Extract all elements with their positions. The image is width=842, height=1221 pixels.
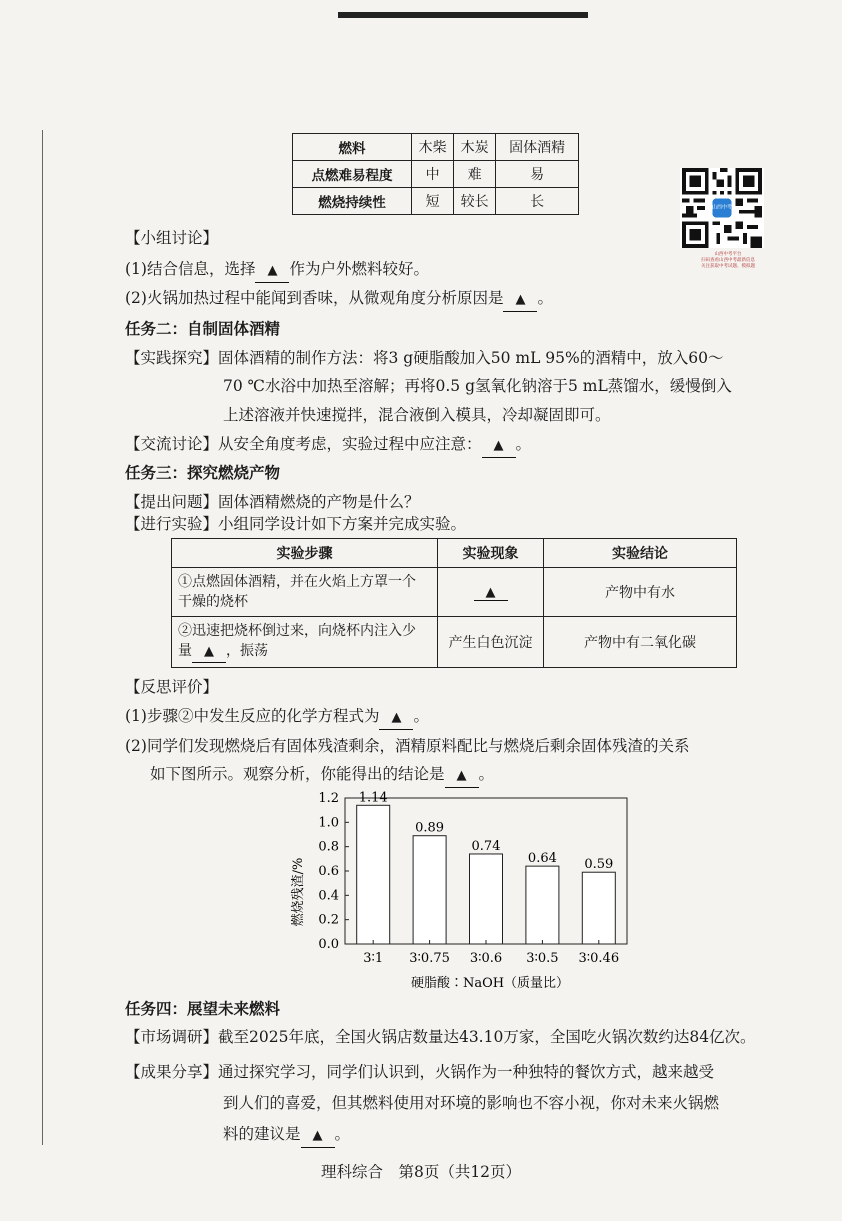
chart-x-tick-label: 3∶1 (363, 951, 384, 966)
market-line (125, 1026, 756, 1048)
exp-step-cell (172, 568, 438, 617)
share-text: 料的建议是 (223, 1125, 301, 1143)
fuel-cell: 较长 (454, 188, 496, 215)
exp-conclusion-cell: 产物中有水 (544, 568, 737, 617)
chart-y-tick-label: 1.2 (318, 791, 339, 806)
fuel-table-header (293, 134, 579, 161)
answer-mark: ▲ (267, 263, 278, 278)
chart-value-label: 1.14 (358, 790, 388, 806)
chart-bar (582, 872, 615, 944)
chart-bar (357, 805, 390, 944)
q-text: 。 (515, 435, 532, 453)
chart-y-tick-label: 0.6 (318, 864, 339, 879)
answer-mark: ▲ (312, 1128, 323, 1143)
practice-line-1 (125, 347, 723, 369)
reflection-heading: 【反思评价】 (125, 678, 219, 696)
qr-caption (680, 252, 776, 270)
fuel-header-cell: 木炭 (454, 134, 496, 161)
exp-phenomenon-cell (438, 568, 544, 617)
experiment-table (171, 538, 737, 668)
q-text: 如下图所示。观察分析，你能得出的结论是 (150, 765, 445, 783)
answer-blank[interactable] (301, 1123, 335, 1148)
q-text: 。 (413, 707, 429, 725)
answer-blank[interactable] (482, 433, 516, 458)
exp-header-cell: 实验步骤 (172, 539, 438, 568)
experiment-table-header (172, 539, 737, 568)
section-label: 【成果分享】 (125, 1063, 219, 1081)
task4-title: 任务四：展望未来燃料 (125, 1000, 281, 1018)
section-label: 【进行实验】 (125, 515, 219, 533)
answer-mark: ▲ (485, 584, 496, 600)
chart-x-tick-label: 3∶0.46 (578, 951, 620, 966)
experiment-line (125, 513, 466, 535)
fuel-cell: 易 (496, 161, 579, 188)
fuel-header-cell: 固体酒精 (496, 134, 579, 161)
exp-phenomenon-cell: 产生白色沉淀 (438, 617, 544, 668)
chart-bar (413, 836, 446, 944)
experiment-table-row (172, 617, 737, 668)
answer-mark: ▲ (493, 438, 504, 453)
exp-header-cell: 实验现象 (438, 539, 544, 568)
market-text: 截至2025年底，全国火锅店数量达43.10万家，全国吃火锅次数约达84亿次。 (218, 1028, 756, 1046)
fuel-table-row (293, 188, 579, 215)
question-1-1 (125, 258, 429, 283)
answer-blank[interactable] (503, 287, 537, 312)
q-text: 。 (334, 1125, 351, 1143)
residue-bar-chart (280, 785, 640, 995)
chart-x-tick-label: 3∶0.75 (409, 951, 450, 966)
exp-step-text: 干燥的烧杯 (178, 594, 248, 610)
chart-value-label: 0.89 (415, 820, 445, 836)
fuel-header-cell: 木柴 (412, 134, 454, 161)
chart-x-tick-label: 3∶0.6 (469, 951, 503, 966)
reflection-q1 (125, 705, 429, 730)
answer-mark: ▲ (391, 710, 402, 725)
chart-x-axis-label: 硬脂酸∶NaOH（质量比） (410, 976, 570, 991)
q-text: 。 (478, 765, 495, 783)
fuel-row-label: 燃烧持续性 (293, 188, 412, 215)
exchange-text: 从安全角度考虑，实验过程中应注意： (218, 435, 482, 453)
practice-text: 固体酒精的制作方法：将3 g硬脂酸加入50 mL 95%的酒精中，放入60～ (218, 349, 724, 367)
answer-blank[interactable] (474, 584, 508, 601)
chart-y-axis-label: 燃烧残渣/% (291, 857, 306, 927)
chart-y-tick-label: 0.2 (318, 912, 339, 928)
q-text: (1)结合信息，选择 (125, 260, 256, 278)
chart-value-label: 0.74 (471, 838, 501, 854)
section-label: 【市场调研】 (125, 1028, 219, 1046)
margin-line (42, 130, 43, 1145)
qr-caption-line: 山西中考平台 (714, 252, 742, 257)
fuel-row-label: 点燃难易程度 (293, 161, 412, 188)
section-label: 【交流讨论】 (125, 435, 219, 453)
section-label: 【提出问题】 (125, 493, 219, 511)
practice-line-2: 70 ℃水浴中加热至溶解；再将0.5 g氢氧化钠溶于5 mL蒸馏水，缓慢倒入 (223, 377, 732, 395)
q-text: 。 (537, 289, 553, 307)
exp-step-text: ，振荡 (226, 643, 268, 659)
section-label: 【实践探究】 (125, 349, 219, 367)
practice-line-3: 上述溶液并快速搅拌，混合液倒入模具，冷却凝固即可。 (223, 406, 611, 424)
chart-bar (526, 866, 559, 944)
chart-y-tick-label: 0.0 (318, 937, 339, 952)
share-line-2: 到人们的喜爱，但其燃料使用对环境的影响也不容小视，你对未来火锅燃 (223, 1094, 720, 1112)
chart-y-tick-label: 0.8 (318, 839, 339, 855)
exp-header-cell: 实验结论 (544, 539, 737, 568)
share-text: 通过探究学习，同学们认识到，火锅作为一种独特的餐饮方式，越来越受 (218, 1063, 715, 1081)
experiment-text: 小组同学设计如下方案并完成实验。 (218, 515, 467, 533)
chart-bar (470, 854, 503, 944)
answer-mark: ▲ (515, 292, 526, 307)
task3-title: 任务三：探究燃烧产物 (125, 464, 281, 482)
q-text: (2)火锅加热过程中能闻到香味，从微观角度分析原因是 (125, 289, 504, 307)
fuel-table-row (293, 161, 579, 188)
share-line-1 (125, 1061, 714, 1083)
q-text: 作为户外燃料较好。 (289, 260, 429, 278)
top-scan-bar (338, 12, 588, 18)
fuel-cell: 长 (496, 188, 579, 215)
task2-title: 任务二：自制固体酒精 (125, 320, 281, 338)
exp-step-text (178, 641, 431, 663)
exp-conclusion-cell: 产物中有二氧化碳 (544, 617, 737, 668)
chart-x-tick-label: 3∶0.5 (526, 951, 559, 966)
qr-caption-line: 扫码查看山西中考最新信息 (701, 258, 755, 263)
answer-mark: ▲ (204, 644, 214, 659)
question-1-2 (125, 287, 553, 312)
fuel-cell: 短 (412, 188, 454, 215)
qr-code[interactable] (680, 168, 764, 248)
exp-step-text: 量 (178, 643, 192, 659)
experiment-table-row (172, 568, 737, 617)
reflection-q2-line-1: (2)同学们发现燃烧后有固体残渣剩余，酒精原料配比与燃烧后剩余固体残渣的关系 (125, 737, 690, 755)
qr-badge-text: 山西中考 (712, 204, 732, 211)
answer-blank[interactable] (192, 641, 226, 663)
exchange-line (125, 433, 531, 458)
question-line (125, 491, 420, 513)
fuel-table (292, 133, 579, 215)
question-text: 固体酒精燃烧的产物是什么？ (218, 493, 420, 511)
answer-blank[interactable] (255, 258, 289, 283)
chart-value-label: 0.64 (527, 851, 557, 867)
answer-blank[interactable] (379, 705, 413, 730)
fuel-header-cell: 燃料 (293, 134, 412, 161)
exp-step-cell (172, 617, 438, 668)
chart-y-tick-label: 1.0 (318, 815, 339, 831)
chart-value-label: 0.59 (584, 857, 614, 873)
q-text: (1)步骤②中发生反应的化学方程式为 (125, 707, 380, 725)
exp-step-text: ①点燃固体酒精，并在火焰上方罩一个 (178, 574, 416, 590)
page-footer: 理科综合 第8页（共12页） (320, 1163, 522, 1181)
fuel-cell: 难 (454, 161, 496, 188)
share-line-3 (223, 1123, 350, 1148)
chart-y-tick-label: 0.4 (318, 888, 339, 904)
exp-step-text: ②迅速把烧杯倒过来，向烧杯内注入少 (178, 623, 416, 639)
answer-mark: ▲ (456, 768, 467, 783)
group-discussion-heading: 【小组讨论】 (125, 229, 219, 247)
qr-caption-line: 关注获取中考试题、模拟题 (701, 264, 755, 269)
fuel-cell: 中 (412, 161, 454, 188)
